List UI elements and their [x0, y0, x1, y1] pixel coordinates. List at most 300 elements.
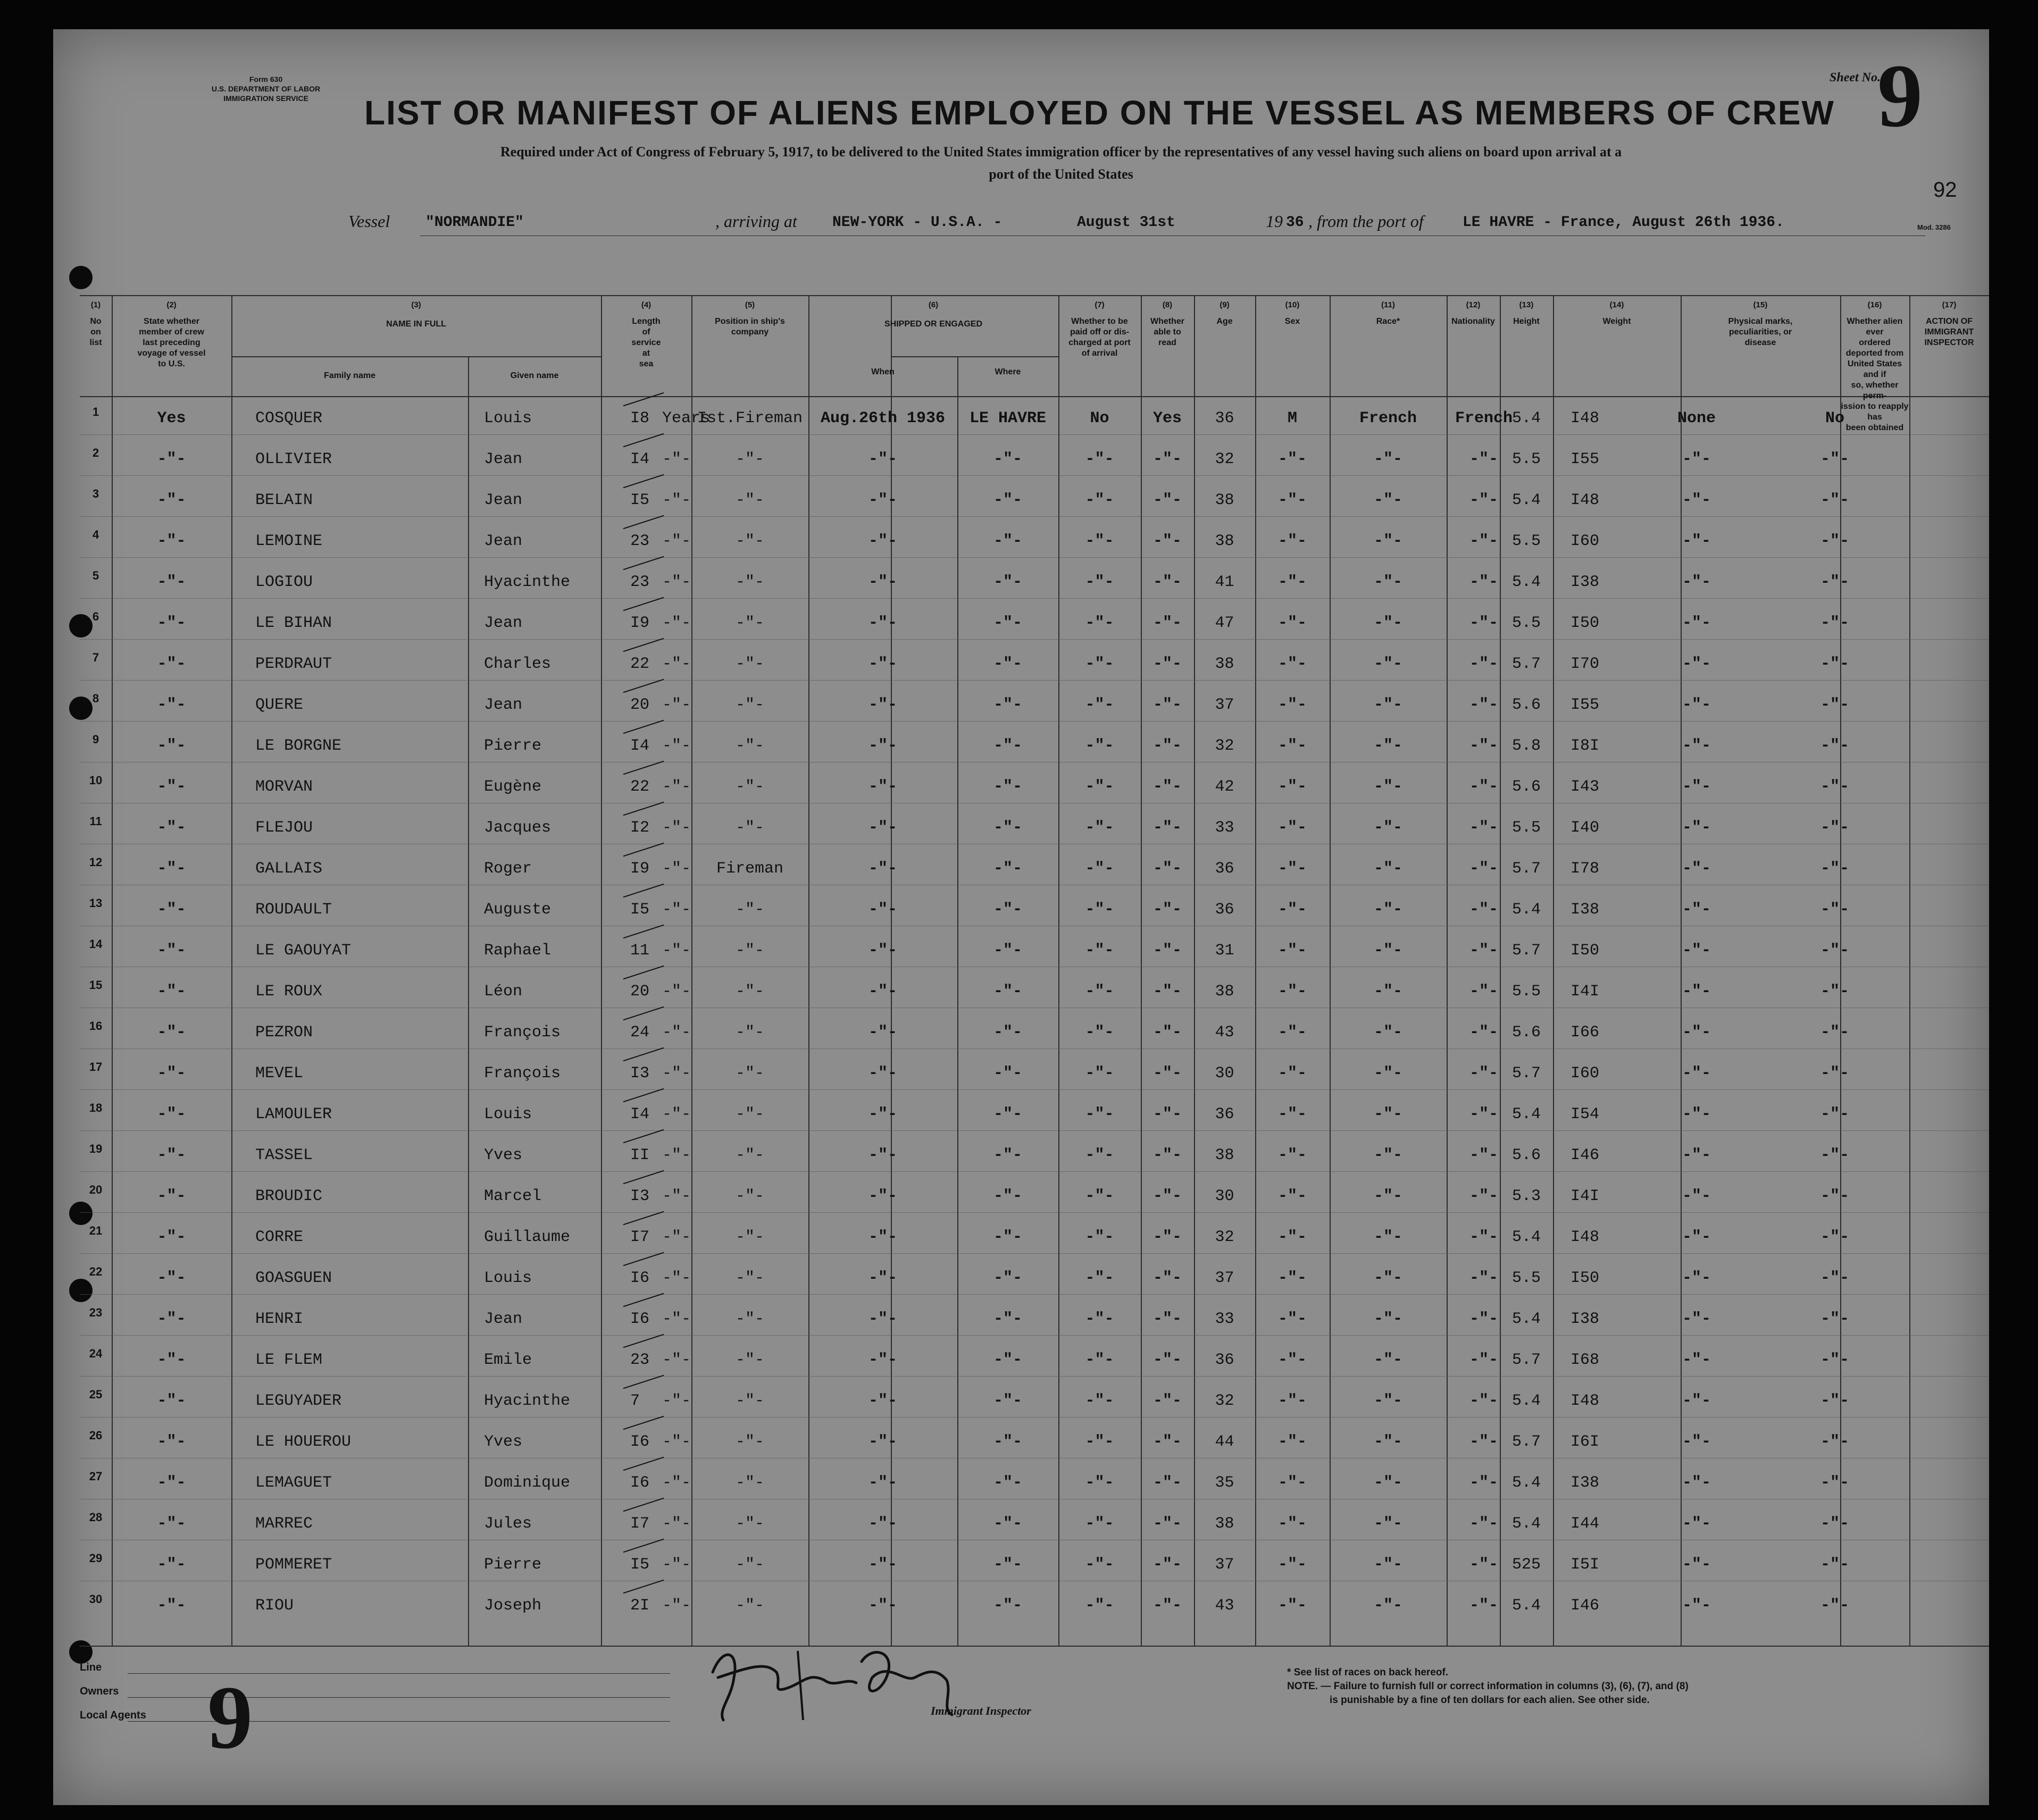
service-cell: 23 — [630, 532, 650, 550]
family-name-cell: MORVAN — [255, 778, 313, 796]
position-cell: -"- — [735, 1351, 764, 1369]
nationality-cell: -"- — [1469, 1351, 1498, 1369]
family-name-cell: LE BORGNE — [255, 737, 342, 755]
column-number: (1) — [90, 300, 101, 309]
age-cell: 41 — [1215, 573, 1234, 591]
family-name-cell: PERDRAUT — [255, 655, 332, 673]
given-name-cell: Jean — [484, 532, 523, 550]
shipped-where-cell: -"- — [993, 1392, 1022, 1410]
position-cell: -"- — [735, 1556, 764, 1574]
shipped-when-cell: -"- — [868, 860, 897, 878]
weight-cell: I40 — [1570, 819, 1599, 837]
last-voyage-cell: -"- — [157, 655, 186, 673]
physical-marks-cell: -"- — [1682, 1351, 1711, 1369]
row-number: 16 — [89, 1019, 103, 1033]
subtitle-line-1: Required under Act of Congress of February 5, 1917, to be delivered to the United States immigration officer by the representatives of any vessel having such aliens on board upon arrival at a — [500, 144, 1622, 160]
height-cell: 5.6 — [1511, 1146, 1541, 1164]
service-unit-cell: -"- — [662, 983, 691, 1001]
height-cell: 5.4 — [1511, 491, 1541, 509]
row-number: 9 — [92, 733, 99, 746]
row-rule — [80, 639, 1989, 640]
nationality-cell: -"- — [1469, 1556, 1498, 1574]
deported-cell: -"- — [1820, 942, 1849, 960]
paid-off-cell: -"- — [1085, 1024, 1114, 1042]
paid-off-cell: -"- — [1085, 1556, 1114, 1574]
service-unit-cell: Years — [662, 409, 711, 427]
column-number: (9) — [1220, 300, 1230, 309]
physical-marks-cell: -"- — [1682, 1105, 1711, 1123]
column-header: No on list — [89, 317, 102, 347]
row-number: 1 — [92, 405, 99, 418]
service-unit-cell: -"- — [662, 1474, 691, 1492]
deported-cell: -"- — [1820, 901, 1849, 919]
able-to-read-cell: -"- — [1152, 1474, 1182, 1492]
row-number: 12 — [89, 856, 103, 869]
family-name-cell: LEGUYADER — [255, 1392, 342, 1410]
last-voyage-cell: -"- — [157, 1310, 186, 1328]
shipped-where-cell: -"- — [993, 450, 1022, 468]
service-unit-cell: -"- — [662, 1024, 691, 1042]
position-cell: -"- — [735, 1597, 764, 1615]
position-cell: -"- — [735, 696, 764, 714]
given-name-subheader: Given name — [510, 371, 559, 380]
service-unit-cell: -"- — [662, 1228, 691, 1246]
height-cell: 5.4 — [1511, 1310, 1541, 1328]
nationality-cell: -"- — [1469, 450, 1498, 468]
last-voyage-cell: -"- — [157, 1187, 186, 1205]
paid-off-cell: -"- — [1085, 1105, 1114, 1123]
column-number: (12) — [1466, 300, 1481, 309]
service-check-mark — [623, 1498, 664, 1512]
age-cell: 37 — [1215, 1556, 1234, 1574]
position-cell: -"- — [735, 1024, 764, 1042]
given-name-cell: Emile — [484, 1351, 532, 1369]
age-cell: 43 — [1215, 1597, 1234, 1615]
sex-cell: -"- — [1277, 491, 1307, 509]
column-number: (15) — [1753, 300, 1768, 309]
service-cell: 23 — [630, 573, 650, 591]
service-cell: I3 — [630, 1187, 650, 1205]
row-rule — [80, 1294, 1989, 1295]
service-check-mark — [623, 1170, 664, 1185]
sex-cell: -"- — [1277, 860, 1307, 878]
weight-cell: I48 — [1570, 1228, 1599, 1246]
age-cell: 30 — [1215, 1187, 1234, 1205]
paid-off-cell: -"- — [1085, 1597, 1114, 1615]
shipped-where-cell: -"- — [993, 1433, 1022, 1451]
family-name-cell: LOGIOU — [255, 573, 313, 591]
paid-off-cell: -"- — [1085, 1433, 1114, 1451]
table-bottom-rule — [80, 1646, 1989, 1647]
height-cell: 5.7 — [1511, 1064, 1541, 1083]
age-cell: 35 — [1215, 1474, 1234, 1492]
given-name-cell: Auguste — [484, 901, 552, 919]
race-cell: -"- — [1373, 532, 1402, 550]
nationality-cell: -"- — [1469, 778, 1498, 796]
row-rule — [80, 557, 1989, 558]
column-header: Whether able to read — [1150, 317, 1184, 347]
row-number: 6 — [92, 610, 99, 623]
family-name-cell: TASSEL — [255, 1146, 313, 1164]
row-number: 13 — [89, 896, 103, 910]
shipped-when-cell: -"- — [868, 1433, 897, 1451]
nationality-cell: -"- — [1469, 1310, 1498, 1328]
row-number: 22 — [89, 1265, 103, 1278]
row-rule — [80, 1171, 1989, 1172]
service-check-mark — [623, 925, 664, 939]
sex-cell: -"- — [1277, 1351, 1307, 1369]
position-cell: -"- — [735, 901, 764, 919]
last-voyage-cell: Yes — [157, 409, 186, 427]
given-name-cell: Jean — [484, 614, 523, 632]
shipped-where-cell: -"- — [993, 1556, 1022, 1574]
height-cell: 5.3 — [1511, 1187, 1541, 1205]
column-rule — [601, 295, 602, 1646]
service-check-mark — [623, 597, 664, 611]
table-header-rule — [80, 396, 1989, 397]
race-cell: -"- — [1373, 696, 1402, 714]
race-cell: -"- — [1373, 1433, 1402, 1451]
nationality-cell: -"- — [1469, 1105, 1498, 1123]
shipped-when-cell: -"- — [868, 819, 897, 837]
height-cell: 5.5 — [1511, 532, 1541, 550]
nationality-cell: -"- — [1469, 1228, 1498, 1246]
position-cell: -"- — [735, 737, 764, 755]
nationality-cell: -"- — [1469, 1597, 1498, 1615]
physical-marks-cell: -"- — [1682, 1556, 1711, 1574]
inspector-signature — [702, 1630, 979, 1736]
position-cell: Ist.Fireman — [697, 409, 803, 427]
service-cell: I9 — [630, 860, 650, 878]
physical-marks-cell: None — [1677, 409, 1716, 427]
service-unit-cell: -"- — [662, 1351, 691, 1369]
nationality-cell: -"- — [1469, 819, 1498, 837]
row-number: 27 — [89, 1470, 103, 1483]
paid-off-cell: -"- — [1085, 942, 1114, 960]
nationality-cell: -"- — [1469, 532, 1498, 550]
last-voyage-cell: -"- — [157, 491, 186, 509]
shipped-when-cell: -"- — [868, 778, 897, 796]
height-cell: 5.4 — [1511, 1392, 1541, 1410]
last-voyage-cell: -"- — [157, 819, 186, 837]
sex-cell: -"- — [1277, 696, 1307, 714]
weight-cell: I48 — [1570, 491, 1599, 509]
shipped-when-cell: -"- — [868, 1269, 897, 1287]
given-name-cell: Eugène — [484, 778, 542, 796]
able-to-read-cell: -"- — [1152, 1269, 1182, 1287]
given-name-cell: Dominique — [484, 1474, 571, 1492]
sex-cell: -"- — [1277, 655, 1307, 673]
deported-cell: -"- — [1820, 1556, 1849, 1574]
service-check-mark — [623, 1129, 664, 1144]
deported-cell: -"- — [1820, 1597, 1849, 1615]
paid-off-cell: -"- — [1085, 1146, 1114, 1164]
position-cell: -"- — [735, 1105, 764, 1123]
column-header: SHIPPED OR ENGAGED — [884, 320, 983, 329]
shipped-when-cell: -"- — [868, 737, 897, 755]
sex-cell: -"- — [1277, 614, 1307, 632]
service-cell: 20 — [630, 696, 650, 714]
row-number: 4 — [92, 528, 99, 541]
family-name-cell: MEVEL — [255, 1064, 304, 1083]
deported-cell: -"- — [1820, 1269, 1849, 1287]
sex-cell: M — [1287, 409, 1297, 427]
physical-marks-cell: -"- — [1682, 573, 1711, 591]
deported-cell: -"- — [1820, 1515, 1849, 1533]
given-name-cell: Jean — [484, 450, 523, 468]
service-check-mark — [623, 843, 664, 857]
service-unit-cell: -"- — [662, 1064, 691, 1083]
shipped-where-cell: -"- — [993, 1105, 1022, 1123]
column-header: Weight — [1602, 317, 1631, 326]
service-check-mark — [623, 966, 664, 980]
nationality-cell: -"- — [1469, 491, 1498, 509]
nationality-cell: -"- — [1469, 655, 1498, 673]
given-name-cell: Jean — [484, 696, 523, 714]
nationality-cell: -"- — [1469, 573, 1498, 591]
weight-cell: I70 — [1570, 655, 1599, 673]
service-check-mark — [623, 556, 664, 571]
shipped-when-cell: -"- — [868, 1064, 897, 1083]
last-voyage-cell: -"- — [157, 614, 186, 632]
physical-marks-cell: -"- — [1682, 860, 1711, 878]
table-top-rule — [80, 295, 1989, 296]
shipped-when-cell: -"- — [868, 491, 897, 509]
sex-cell: -"- — [1277, 819, 1307, 837]
able-to-read-cell: -"- — [1152, 696, 1182, 714]
deported-cell: -"- — [1820, 737, 1849, 755]
given-name-cell: Charles — [484, 655, 552, 673]
given-name-cell: Jean — [484, 491, 523, 509]
paid-off-cell: -"- — [1085, 1474, 1114, 1492]
paid-off-cell: -"- — [1085, 1310, 1114, 1328]
shipped-when-cell: -"- — [868, 1228, 897, 1246]
given-name-cell: François — [484, 1064, 561, 1083]
column-header: State whether member of crew last preceding voyage of vessel to U.S. — [137, 317, 206, 368]
position-cell: -"- — [735, 983, 764, 1001]
height-cell: 5.5 — [1511, 1269, 1541, 1287]
row-rule — [80, 1417, 1989, 1418]
paid-off-cell: -"- — [1085, 1392, 1114, 1410]
column-number: (16) — [1867, 300, 1882, 309]
row-number: 30 — [89, 1592, 103, 1606]
shipped-when-subheader: When — [871, 367, 895, 376]
service-cell: I4 — [630, 737, 650, 755]
deported-cell: -"- — [1820, 1105, 1849, 1123]
shipped-where-cell: -"- — [993, 860, 1022, 878]
age-cell: 30 — [1215, 1064, 1234, 1083]
row-number: 28 — [89, 1511, 103, 1524]
physical-marks-cell: -"- — [1682, 778, 1711, 796]
column-number: (14) — [1609, 300, 1624, 309]
paid-off-cell: -"- — [1085, 614, 1114, 632]
service-check-mark — [623, 1457, 664, 1471]
able-to-read-cell: -"- — [1152, 1433, 1182, 1451]
age-cell: 47 — [1215, 614, 1234, 632]
family-name-cell: LEMAGUET — [255, 1474, 332, 1492]
service-check-mark — [623, 761, 664, 775]
deported-cell: -"- — [1820, 696, 1849, 714]
nationality-cell: -"- — [1469, 1392, 1498, 1410]
shipped-where-cell: -"- — [993, 1597, 1022, 1615]
family-name-cell: PEZRON — [255, 1024, 313, 1042]
family-name-cell: CORRE — [255, 1228, 304, 1246]
column-header: Nationality — [1451, 317, 1495, 326]
shipped-where-cell: -"- — [993, 1228, 1022, 1246]
height-cell: 5.7 — [1511, 655, 1541, 673]
service-cell: I8 — [630, 409, 650, 427]
race-cell: -"- — [1373, 1187, 1402, 1205]
weight-cell: I55 — [1570, 696, 1599, 714]
nationality-cell: French — [1455, 409, 1513, 427]
physical-marks-cell: -"- — [1682, 983, 1711, 1001]
sex-cell: -"- — [1277, 983, 1307, 1001]
last-voyage-cell: -"- — [157, 1474, 186, 1492]
shipped-when-cell: -"- — [868, 655, 897, 673]
shipped-when-cell: -"- — [868, 1310, 897, 1328]
able-to-read-cell: -"- — [1152, 1024, 1182, 1042]
shipped-when-cell: -"- — [868, 1024, 897, 1042]
height-cell: 5.4 — [1511, 1105, 1541, 1123]
weight-cell: I4I — [1570, 1187, 1599, 1205]
service-check-mark — [623, 1416, 664, 1430]
service-unit-cell: -"- — [662, 1105, 691, 1123]
race-cell: -"- — [1373, 1556, 1402, 1574]
column-number: (4) — [641, 300, 652, 309]
position-cell: -"- — [735, 1474, 764, 1492]
given-name-cell: Guillaume — [484, 1228, 571, 1246]
service-cell: I6 — [630, 1269, 650, 1287]
race-cell: -"- — [1373, 1392, 1402, 1410]
last-voyage-cell: -"- — [157, 1064, 186, 1083]
row-rule — [80, 1212, 1989, 1213]
paid-off-cell: -"- — [1085, 1269, 1114, 1287]
service-unit-cell: -"- — [662, 1433, 691, 1451]
vessel-label: Vessel — [348, 212, 390, 231]
shipped-when-cell: -"- — [868, 1474, 897, 1492]
family-name-cell: BROUDIC — [255, 1187, 323, 1205]
shipped-when-cell: -"- — [868, 573, 897, 591]
physical-marks-cell: -"- — [1682, 1187, 1711, 1205]
weight-cell: I66 — [1570, 1024, 1599, 1042]
service-cell: 22 — [630, 778, 650, 796]
shipped-when-cell: -"- — [868, 1597, 897, 1615]
deported-cell: -"- — [1820, 1433, 1849, 1451]
sex-cell: -"- — [1277, 1064, 1307, 1083]
service-check-mark — [623, 1580, 664, 1594]
sex-cell: -"- — [1277, 901, 1307, 919]
family-name-cell: LE FLEM — [255, 1351, 323, 1369]
row-rule — [80, 475, 1989, 476]
age-cell: 38 — [1215, 655, 1234, 673]
age-cell: 36 — [1215, 860, 1234, 878]
service-check-mark — [623, 1211, 664, 1226]
shipped-when-cell: -"- — [868, 1105, 897, 1123]
race-cell: -"- — [1373, 1105, 1402, 1123]
last-voyage-cell: -"- — [157, 860, 186, 878]
paid-off-cell: -"- — [1085, 1228, 1114, 1246]
weight-cell: I48 — [1570, 1392, 1599, 1410]
position-cell: -"- — [735, 614, 764, 632]
service-cell: I5 — [630, 901, 650, 919]
age-cell: 36 — [1215, 901, 1234, 919]
height-cell: 5.4 — [1511, 1474, 1541, 1492]
service-unit-cell: -"- — [662, 901, 691, 919]
race-cell: -"- — [1373, 737, 1402, 755]
nationality-cell: -"- — [1469, 737, 1498, 755]
height-cell: 5.6 — [1511, 696, 1541, 714]
column-header: Position in ship's company — [715, 317, 785, 337]
weight-cell: I5I — [1570, 1556, 1599, 1574]
service-cell: II — [630, 1146, 650, 1164]
service-check-mark — [623, 638, 664, 652]
able-to-read-cell: -"- — [1152, 1597, 1182, 1615]
sheet-number: 9 — [1877, 46, 1923, 146]
age-cell: 36 — [1215, 1351, 1234, 1369]
column-number: (8) — [1162, 300, 1173, 309]
paid-off-cell: -"- — [1085, 1351, 1114, 1369]
shipped-where-cell: -"- — [993, 696, 1022, 714]
shipped-where-cell: -"- — [993, 1515, 1022, 1533]
service-check-mark — [623, 679, 664, 693]
paid-off-cell: -"- — [1085, 696, 1114, 714]
deported-cell: -"- — [1820, 778, 1849, 796]
sex-cell: -"- — [1277, 1556, 1307, 1574]
row-number: 11 — [89, 815, 102, 828]
position-cell: -"- — [735, 778, 764, 796]
position-cell: -"- — [735, 1392, 764, 1410]
deported-cell: -"- — [1820, 532, 1849, 550]
age-cell: 43 — [1215, 1024, 1234, 1042]
shipped-where-cell: -"- — [993, 942, 1022, 960]
able-to-read-cell: -"- — [1152, 491, 1182, 509]
paid-off-cell: No — [1090, 409, 1109, 427]
age-cell: 32 — [1215, 1228, 1234, 1246]
paid-off-cell: -"- — [1085, 983, 1114, 1001]
sheet-no-label: Sheet No. — [1830, 71, 1881, 85]
service-cell: I4 — [630, 1105, 650, 1123]
able-to-read-cell: -"- — [1152, 532, 1182, 550]
race-cell: -"- — [1373, 1597, 1402, 1615]
service-unit-cell: -"- — [662, 450, 691, 468]
nationality-cell: -"- — [1469, 614, 1498, 632]
form-department: U.S. DEPARTMENT OF LABOR — [211, 85, 321, 93]
last-voyage-cell: -"- — [157, 696, 186, 714]
row-number: 19 — [89, 1142, 103, 1155]
shipped-when-cell: -"- — [868, 532, 897, 550]
service-check-mark — [623, 433, 664, 448]
paid-off-cell: -"- — [1085, 450, 1114, 468]
race-cell: -"- — [1373, 901, 1402, 919]
able-to-read-cell: Yes — [1152, 409, 1182, 427]
family-name-cell: GOASGUEN — [255, 1269, 332, 1287]
column-header: Race* — [1376, 317, 1400, 326]
deported-cell: -"- — [1820, 1392, 1849, 1410]
family-name-cell: COSQUER — [255, 409, 323, 427]
able-to-read-cell: -"- — [1152, 1146, 1182, 1164]
column-header: Sex — [1284, 317, 1300, 326]
last-voyage-cell: -"- — [157, 737, 186, 755]
shipped-where-subheader: Where — [995, 367, 1021, 376]
height-cell: 5.7 — [1511, 1433, 1541, 1451]
sex-cell: -"- — [1277, 1105, 1307, 1123]
physical-marks-cell: -"- — [1682, 1433, 1711, 1451]
sex-cell: -"- — [1277, 942, 1307, 960]
height-cell: 5.6 — [1511, 1024, 1541, 1042]
height-cell: 5.5 — [1511, 614, 1541, 632]
weight-cell: I44 — [1570, 1515, 1599, 1533]
column-number: (3) — [411, 300, 421, 309]
